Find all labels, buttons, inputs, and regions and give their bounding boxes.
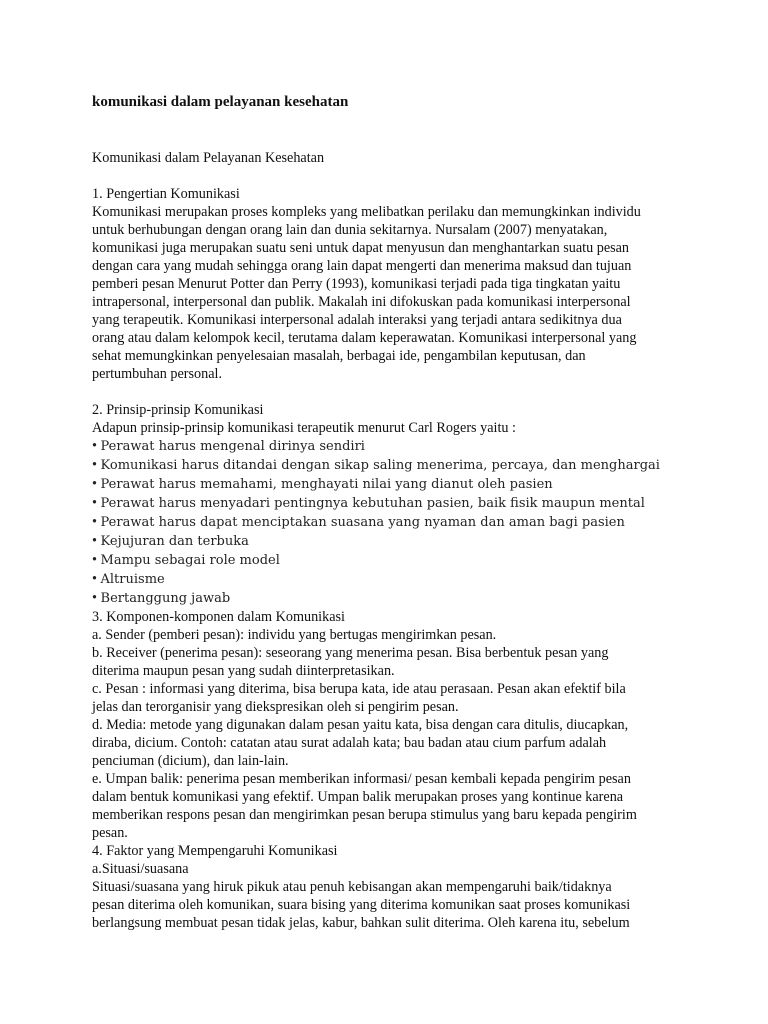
bullet-item bbox=[92, 494, 692, 513]
paragraph-line: e. Umpan balik: penerima pesan memberikan informasi/ pesan kembali kepada pengirim pesan bbox=[92, 771, 631, 787]
section-heading: 1. Pengertian Komunikasi bbox=[92, 186, 240, 202]
paragraph-line: diraba, dicium. Contoh: catatan atau surat adalah kata; bau badan atau cium parfum adalah bbox=[92, 735, 607, 751]
bullet-icon: • bbox=[92, 438, 101, 454]
bullet-text: Kejujuran dan terbuka bbox=[100, 534, 249, 549]
paragraph-line: orang atau dalam kelompok kecil, terutama dalam keperawatan. Komunikasi interpersonal yang bbox=[92, 330, 637, 346]
bullet-text: Perawat harus menyadari pentingnya kebutuhan pasien, baik fisik maupun mental bbox=[100, 496, 645, 511]
bullet-icon: • bbox=[92, 476, 101, 492]
paragraph-line: yang terapeutik. Komunikasi interpersonal adalah interaksi yang terjadi antara sedikitnya dua bbox=[92, 312, 622, 328]
paragraph-line: pertumbuhan personal. bbox=[92, 366, 223, 382]
paragraph-line: untuk berhubungan dengan orang lain dan dunia sekitarnya. Nursalam (2007) menyatakan, bbox=[92, 222, 608, 238]
paragraph-line: dalam bentuk komunikasi yang efektif. Umpan balik merupakan proses yang kontinue karena bbox=[92, 789, 624, 805]
bullet-text: Bertanggung jawab bbox=[100, 591, 231, 606]
bullet-icon: • bbox=[92, 590, 101, 606]
bullet-item bbox=[92, 570, 692, 589]
paragraph-line: pesan diterima oleh komunikan, suara bising yang diterima komunikan saat proses komunikasi bbox=[92, 897, 631, 913]
bullet-item bbox=[92, 475, 692, 494]
paragraph-line: Adapun prinsip-prinsip komunikasi terapeutik menurut Carl Rogers yaitu : bbox=[92, 420, 516, 436]
bullet-icon: • bbox=[92, 533, 101, 549]
bullet-icon: • bbox=[92, 495, 101, 511]
paragraph-line: intrapersonal, interpersonal dan publik. Makalah ini difokuskan pada komunikasi interpersonal bbox=[92, 294, 631, 310]
bullet-item bbox=[92, 551, 692, 570]
paragraph-line: dengan cara yang mudah sehingga orang lain dapat mengerti dan menerima maksud dan tujuan bbox=[92, 258, 632, 274]
bullet-item bbox=[92, 532, 692, 551]
paragraph-line: c. Pesan : informasi yang diterima, bisa berupa kata, ide atau perasaan. Pesan akan efektif bila bbox=[92, 681, 626, 697]
paragraph-line: d. Media: metode yang digunakan dalam pesan yaitu kata, bisa dengan cara ditulis, diucapkan, bbox=[92, 717, 629, 733]
bullet-icon: • bbox=[92, 457, 101, 473]
section-heading: 4. Faktor yang Mempengaruhi Komunikasi bbox=[92, 843, 338, 859]
bullet-icon: • bbox=[92, 514, 101, 530]
bullet-text: Altruisme bbox=[100, 572, 165, 587]
subsection-heading: a.Situasi/suasana bbox=[92, 861, 189, 877]
bullet-item bbox=[92, 589, 692, 608]
bullet-item bbox=[92, 513, 692, 532]
paragraph-line: pemberi pesan Menurut Potter dan Perry (1993), komunikasi terjadi pada tiga tingkatan yaitu bbox=[92, 276, 621, 292]
spacer bbox=[92, 167, 692, 185]
document-title: komunikasi dalam pelayanan kesehatan bbox=[92, 94, 349, 110]
section-prinsip bbox=[92, 401, 692, 608]
paragraph-line: a. Sender (pemberi pesan): individu yang bertugas mengirimkan pesan. bbox=[92, 627, 497, 643]
bullet-icon: • bbox=[92, 552, 101, 568]
paragraph-line: b. Receiver (penerima pesan): seseorang yang menerima pesan. Bisa berbentuk pesan yang bbox=[92, 645, 609, 661]
bullet-icon: • bbox=[92, 571, 101, 587]
paragraph-line: memberikan respons pesan dan mengirimkan pesan berupa stimulus yang baru kepada pengirim bbox=[92, 807, 637, 823]
section-heading: 2. Prinsip-prinsip Komunikasi bbox=[92, 402, 264, 418]
paragraph-line: penciuman (dicium), dan lain-lain. bbox=[92, 753, 289, 769]
paragraph-line: Situasi/suasana yang hiruk pikuk atau penuh kebisangan akan mempengaruhi baik/tidaknya bbox=[92, 879, 612, 895]
paragraph-line: pesan. bbox=[92, 825, 128, 841]
section-faktor bbox=[92, 842, 692, 932]
bullet-item bbox=[92, 437, 692, 456]
paragraph-line: diterima maupun pesan yang sudah diinterpretasikan. bbox=[92, 663, 395, 679]
bullet-item bbox=[92, 456, 692, 475]
bullet-text: Perawat harus dapat menciptakan suasana yang nyaman dan aman bagi pasien bbox=[100, 515, 625, 530]
paragraph-line: jelas dan terorganisir yang diekspresikan oleh si pengirim pesan. bbox=[92, 699, 459, 715]
paragraph-line: berlangsung membuat pesan tidak jelas, kabur, bahkan sulit diterima. Oleh karena itu, sebelum bbox=[92, 915, 630, 931]
section-pengertian bbox=[92, 185, 692, 383]
section-komponen bbox=[92, 608, 692, 842]
bullet-text: Komunikasi harus ditandai dengan sikap saling menerima, percaya, dan menghargai bbox=[100, 458, 660, 473]
paragraph-line: Komunikasi merupakan proses kompleks yang melibatkan perilaku dan memungkinkan individu bbox=[92, 204, 641, 220]
paragraph-line: sehat memungkinkan penyelesaian masalah, berbagai ide, pengambilan keputusan, dan bbox=[92, 348, 586, 364]
paragraph-line: komunikasi juga merupakan suatu seni untuk dapat menyusun dan menghantarkan suatu pesan bbox=[92, 240, 630, 256]
document-subtitle: Komunikasi dalam Pelayanan Kesehatan bbox=[92, 150, 325, 166]
bullet-text: Mampu sebagai role model bbox=[100, 553, 280, 568]
bullet-text: Perawat harus mengenal dirinya sendiri bbox=[100, 439, 365, 454]
section-heading: 3. Komponen-komponen dalam Komunikasi bbox=[92, 609, 345, 625]
spacer bbox=[92, 383, 692, 401]
bullet-text: Perawat harus memahami, menghayati nilai yang dianut oleh pasien bbox=[100, 477, 553, 492]
document-page bbox=[92, 92, 692, 932]
